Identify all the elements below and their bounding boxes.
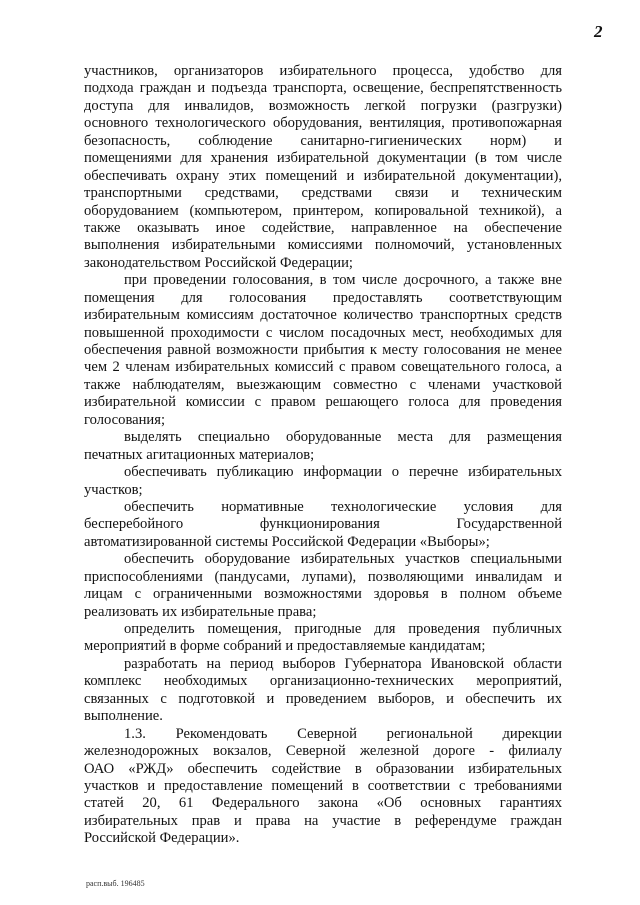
text-line: определить помещения, пригодные для проведения публичных [124,621,562,637]
text-line: оборудованием (компьютером, принтером, копировальной техникой), а [84,202,562,219]
text-line: транспортными средствами, средствами связи и техническим [84,185,562,202]
text-line: участков; [84,481,143,498]
text-line: железнодорожных вокзалов, Северной железной дороге - филиалу [84,743,562,760]
text-line: законодательством Российской Федерации; [84,254,353,271]
text-line: бесперебойного функционирования Государственной [84,516,562,533]
text-line: помещения для голосования предоставлять соответствующим [84,289,562,306]
text-line: голосования; [84,411,166,428]
text-line: избирательной комиссии с правом решающего голоса для проведения [84,394,562,411]
text-line: обеспечивать публикацию информации о перечне избирательных [124,464,562,481]
text-line: обеспечивать охрану этих помещений и избирательной документации), [84,167,562,184]
text-line: избирательным комиссиям достаточное количество транспортных средств [84,307,562,324]
text-line: комплекс необходимых организационно-технических мероприятий, [84,673,562,690]
text-line: обеспечить оборудование избирательных участков специальными [124,551,562,568]
text-line: ОАО «РЖД» обеспечить содействие в образовании избирательных [84,760,562,777]
text-line: реализовать их избирательные права; [84,603,317,620]
text-line: участков и предоставление помещений в соответствии с требованиями [84,777,562,794]
text-line: безопасность, соблюдение санитарно-гигиенических норм) и [84,132,562,149]
text-line: печатных агитационных материалов; [84,446,315,463]
text-line: помещениями для хранения избирательной документации (в том числе [84,150,562,167]
text-line: при проведении голосования, в том числе досрочного, а также вне [124,272,562,289]
text-line: связанных с подготовкой и проведением выборов, и обеспечить их [84,690,562,707]
text-line: также оказывать иное содействие, направленное на обеспечение [84,219,562,236]
footer-reference: расп.выб. 196485 [86,879,145,888]
text-line: мероприятий в форме собраний и предоставляемые кандидатам; [84,638,486,655]
text-line: подхода граждан и подъезда транспорта, освещение, беспрепятственность [84,80,562,97]
text-line: выполнение. [84,708,163,725]
text-line: Российской Федерации». [84,830,240,847]
text-line: лицам с ограниченными возможностями здоровья в полном объеме [84,586,562,603]
page-number: 2 [594,22,603,41]
text-line: избирательных прав и права на участие в референдуме граждан [84,812,562,829]
text-line: 1.3. Рекомендовать Северной региональной дирекции [124,725,562,742]
text-line: обеспечения равной возможности прибытия к месту голосования не менее [84,342,562,358]
text-line: основного технологического оборудования, вентиляция, противопожарная [84,115,562,132]
text-line: чем 2 членам избирательных комиссий с правом совещательного голоса, а [84,359,562,376]
text-line: приспособлениями (пандусами, лупами), позволяющими инвалидам и [84,568,562,585]
text-line: автоматизированной системы Российской Федерации «Выборы»; [84,533,490,550]
text-line: участников, организаторов избирательного процесса, удобство для [84,63,562,79]
text-line: выполнения избирательными комиссиями полномочий, установленных [84,237,562,254]
text-line: обеспечить нормативные технологические условия для [124,498,562,515]
text-line: выделять специально оборудованные места для размещения [124,429,562,446]
text-line: доступа для инвалидов, возможность легкой погрузки (разгрузки) [84,97,562,114]
text-line: также наблюдателям, выезжающим совместно с членами участковой [84,376,562,393]
document-body [84,63,562,848]
text-line: повышенной проходимости с числом посадочных мест, необходимых для [84,324,562,341]
text-line: разработать на период выборов Губернатора Ивановской области [124,655,562,672]
text-line: статей 20, 61 Федерального закона «Об основных гарантиях [84,795,562,812]
